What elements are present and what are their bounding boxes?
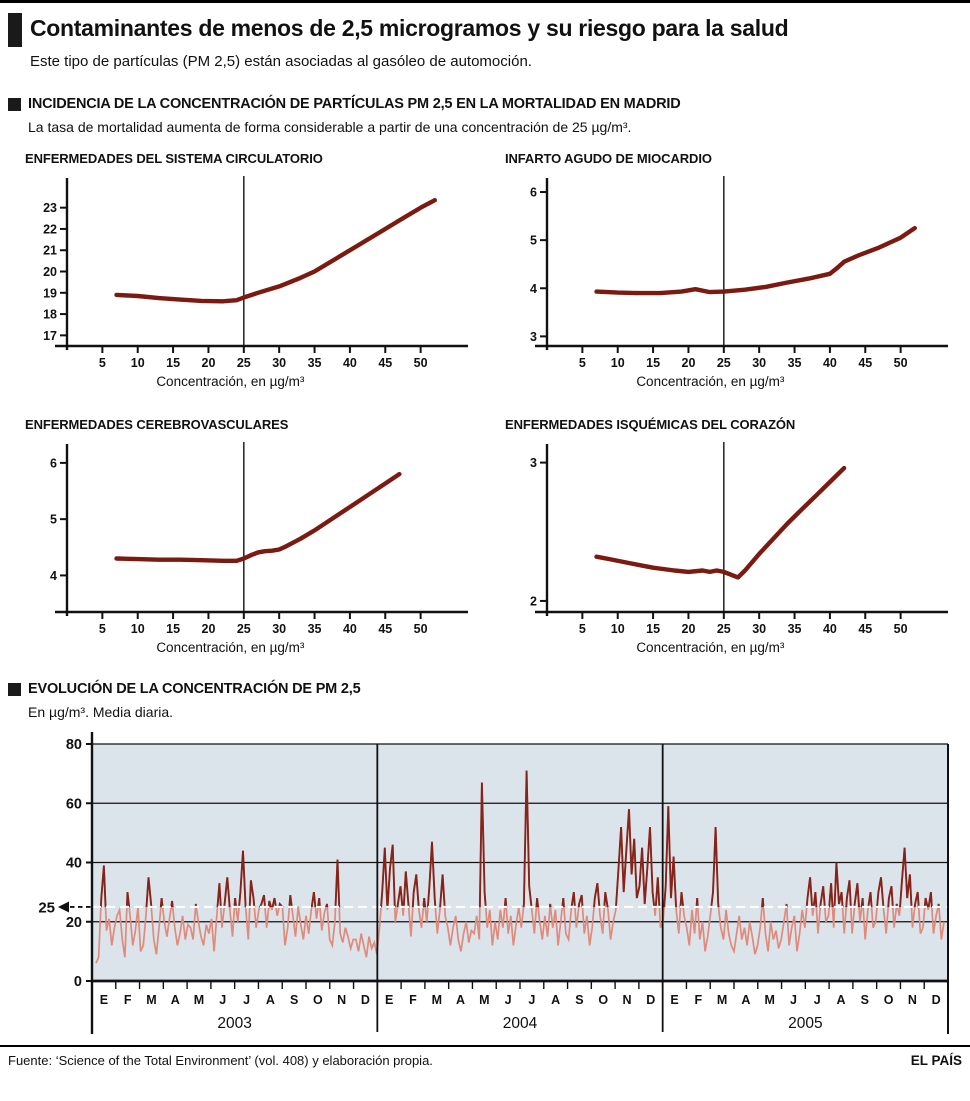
svg-text:S: S (289, 993, 299, 1007)
svg-text:0: 0 (73, 974, 82, 990)
timeseries-wrap (0, 726, 970, 1043)
svg-text:5: 5 (578, 622, 586, 636)
chart-title: ENFERMEDADES ISQUÉMICAS DEL CORAZÓN (505, 417, 796, 432)
svg-text:50: 50 (893, 622, 908, 636)
svg-text:Concentración, en µg/m³: Concentración, en µg/m³ (156, 640, 305, 655)
svg-text:E: E (385, 993, 394, 1007)
svg-text:45: 45 (378, 356, 393, 370)
svg-text:35: 35 (787, 356, 802, 370)
svg-text:40: 40 (822, 622, 837, 636)
svg-text:6: 6 (530, 185, 537, 200)
page-subtitle: Este tipo de partículas (PM 2,5) están asociadas al gasóleo de automoción. (30, 53, 532, 70)
svg-text:A: A (265, 993, 275, 1007)
svg-text:23: 23 (43, 201, 57, 216)
publisher-credit: EL PAÍS (910, 1053, 962, 1068)
svg-text:Concentración, en µg/m³: Concentración, en µg/m³ (636, 640, 785, 655)
svg-text:F: F (409, 993, 417, 1007)
svg-text:45: 45 (858, 622, 873, 636)
svg-text:50: 50 (893, 356, 908, 370)
svg-text:5: 5 (50, 512, 57, 527)
svg-text:20: 20 (201, 622, 216, 636)
svg-text:25: 25 (716, 356, 731, 370)
svg-text:40: 40 (342, 622, 357, 636)
line-chart-cerebrovasculares (25, 436, 470, 664)
svg-text:D: D (646, 993, 656, 1007)
svg-text:5: 5 (98, 622, 106, 636)
svg-text:2004: 2004 (502, 1015, 538, 1032)
svg-text:17: 17 (43, 328, 57, 343)
svg-text:25: 25 (236, 622, 251, 636)
svg-text:20: 20 (681, 622, 696, 636)
svg-text:2: 2 (530, 594, 537, 609)
svg-text:21: 21 (43, 243, 57, 258)
svg-text:Concentración, en µg/m³: Concentración, en µg/m³ (636, 374, 785, 389)
chart-cell-circulatorio (0, 151, 480, 403)
svg-text:N: N (907, 993, 917, 1007)
chart-cell-cerebrovasculares (0, 417, 480, 669)
svg-text:M: M (146, 993, 157, 1007)
section1-subtitle: La tasa de mortalidad aumenta de forma considerable a partir de una concentración de 25 µg/m³. (28, 119, 632, 135)
svg-text:J: J (813, 993, 821, 1007)
line-chart-isquemicas (505, 436, 950, 664)
chart-title: INFARTO AGUDO DE MIOCARDIO (505, 151, 712, 166)
svg-text:40: 40 (342, 356, 357, 370)
svg-text:J: J (789, 993, 797, 1007)
svg-text:30: 30 (752, 622, 767, 636)
small-charts-grid (0, 151, 970, 669)
title-marker (8, 13, 22, 47)
svg-text:40: 40 (822, 356, 837, 370)
svg-text:N: N (337, 993, 347, 1007)
svg-text:50: 50 (413, 622, 428, 636)
svg-text:3: 3 (530, 329, 537, 344)
svg-text:Concentración, en µg/m³: Concentración, en µg/m³ (156, 374, 305, 389)
svg-text:20: 20 (43, 265, 57, 280)
svg-text:25: 25 (236, 356, 251, 370)
svg-text:19: 19 (43, 286, 57, 301)
section-square-icon (8, 683, 21, 696)
section-square-icon (8, 98, 21, 111)
svg-text:45: 45 (858, 356, 873, 370)
svg-text:O: O (313, 993, 323, 1007)
svg-text:J: J (504, 993, 512, 1007)
svg-text:2003: 2003 (217, 1015, 252, 1032)
svg-text:22: 22 (43, 222, 57, 237)
svg-text:A: A (836, 993, 846, 1007)
svg-text:18: 18 (43, 307, 57, 322)
svg-text:15: 15 (166, 622, 181, 636)
svg-text:80: 80 (65, 737, 82, 753)
svg-text:J: J (528, 993, 536, 1007)
svg-text:A: A (456, 993, 466, 1007)
svg-text:30: 30 (272, 622, 287, 636)
svg-text:4: 4 (50, 568, 57, 583)
svg-text:F: F (694, 993, 703, 1007)
svg-text:15: 15 (166, 356, 181, 370)
svg-text:35: 35 (787, 622, 802, 636)
svg-text:E: E (670, 993, 679, 1007)
section2-title: EVOLUCIÓN DE LA CONCENTRACIÓN DE PM 2,5 (28, 681, 361, 697)
line-chart-infarto (505, 170, 950, 398)
svg-text:A: A (551, 993, 561, 1007)
svg-text:35: 35 (307, 622, 322, 636)
source-note: Fuente: ‘Science of the Total Environment’ (vol. 408) y elaboración propia. (8, 1053, 433, 1068)
svg-text:30: 30 (752, 356, 767, 370)
section2-header (8, 681, 970, 697)
section1-title: INCIDENCIA DE LA CONCENTRACIÓN DE PARTÍCULAS PM 2,5 EN LA MORTALIDAD EN MADRID (28, 96, 681, 112)
svg-text:5: 5 (578, 356, 586, 370)
svg-text:O: O (598, 993, 609, 1007)
svg-text:M: M (431, 993, 442, 1007)
svg-text:15: 15 (646, 622, 661, 636)
svg-text:E: E (99, 993, 109, 1007)
svg-text:10: 10 (130, 356, 145, 370)
chart-cell-isquemicas (480, 417, 970, 669)
svg-text:2005: 2005 (788, 1015, 823, 1032)
svg-text:A: A (170, 993, 180, 1007)
svg-text:50: 50 (413, 356, 428, 370)
svg-text:10: 10 (610, 622, 625, 636)
svg-text:60: 60 (65, 796, 82, 813)
section1-header (8, 96, 970, 112)
svg-text:O: O (883, 993, 894, 1007)
svg-text:N: N (622, 993, 632, 1007)
svg-text:3: 3 (530, 456, 537, 471)
svg-text:20: 20 (201, 356, 216, 370)
svg-text:45: 45 (378, 622, 393, 636)
footer (0, 1047, 970, 1078)
svg-text:5: 5 (530, 233, 537, 248)
svg-text:J: J (219, 993, 227, 1007)
svg-text:M: M (764, 993, 775, 1007)
svg-text:S: S (575, 993, 584, 1007)
chart-title: ENFERMEDADES CEREBROVASCULARES (25, 417, 289, 432)
header (8, 13, 970, 47)
section2-subtitle: En µg/m³. Media diaria. (28, 704, 174, 720)
top-rule (0, 0, 970, 3)
page-title: Contaminantes de menos de 2,5 microgramos y su riesgo para la salud (30, 15, 789, 41)
chart-title: ENFERMEDADES DEL SISTEMA CIRCULATORIO (25, 151, 323, 166)
svg-text:15: 15 (646, 356, 661, 370)
svg-text:10: 10 (610, 356, 625, 370)
svg-text:J: J (243, 993, 251, 1007)
svg-text:4: 4 (530, 281, 537, 296)
line-chart-circulatorio (25, 170, 470, 398)
timeseries-chart-pm25 (0, 726, 970, 1038)
svg-text:M: M (716, 993, 728, 1007)
svg-text:25: 25 (38, 899, 55, 917)
svg-text:40: 40 (65, 855, 82, 872)
svg-text:M: M (479, 993, 490, 1007)
svg-text:35: 35 (307, 356, 322, 370)
svg-text:A: A (741, 993, 751, 1007)
svg-text:5: 5 (98, 356, 106, 370)
svg-text:10: 10 (130, 622, 145, 636)
svg-text:M: M (193, 993, 205, 1007)
svg-text:S: S (860, 993, 869, 1007)
svg-text:30: 30 (272, 356, 287, 370)
svg-text:D: D (931, 993, 941, 1007)
svg-text:20: 20 (65, 914, 82, 931)
svg-text:25: 25 (716, 622, 731, 636)
svg-text:D: D (360, 993, 370, 1007)
chart-cell-infarto (480, 151, 970, 403)
svg-text:F: F (123, 993, 132, 1007)
svg-text:6: 6 (50, 456, 57, 471)
svg-text:20: 20 (681, 356, 696, 370)
